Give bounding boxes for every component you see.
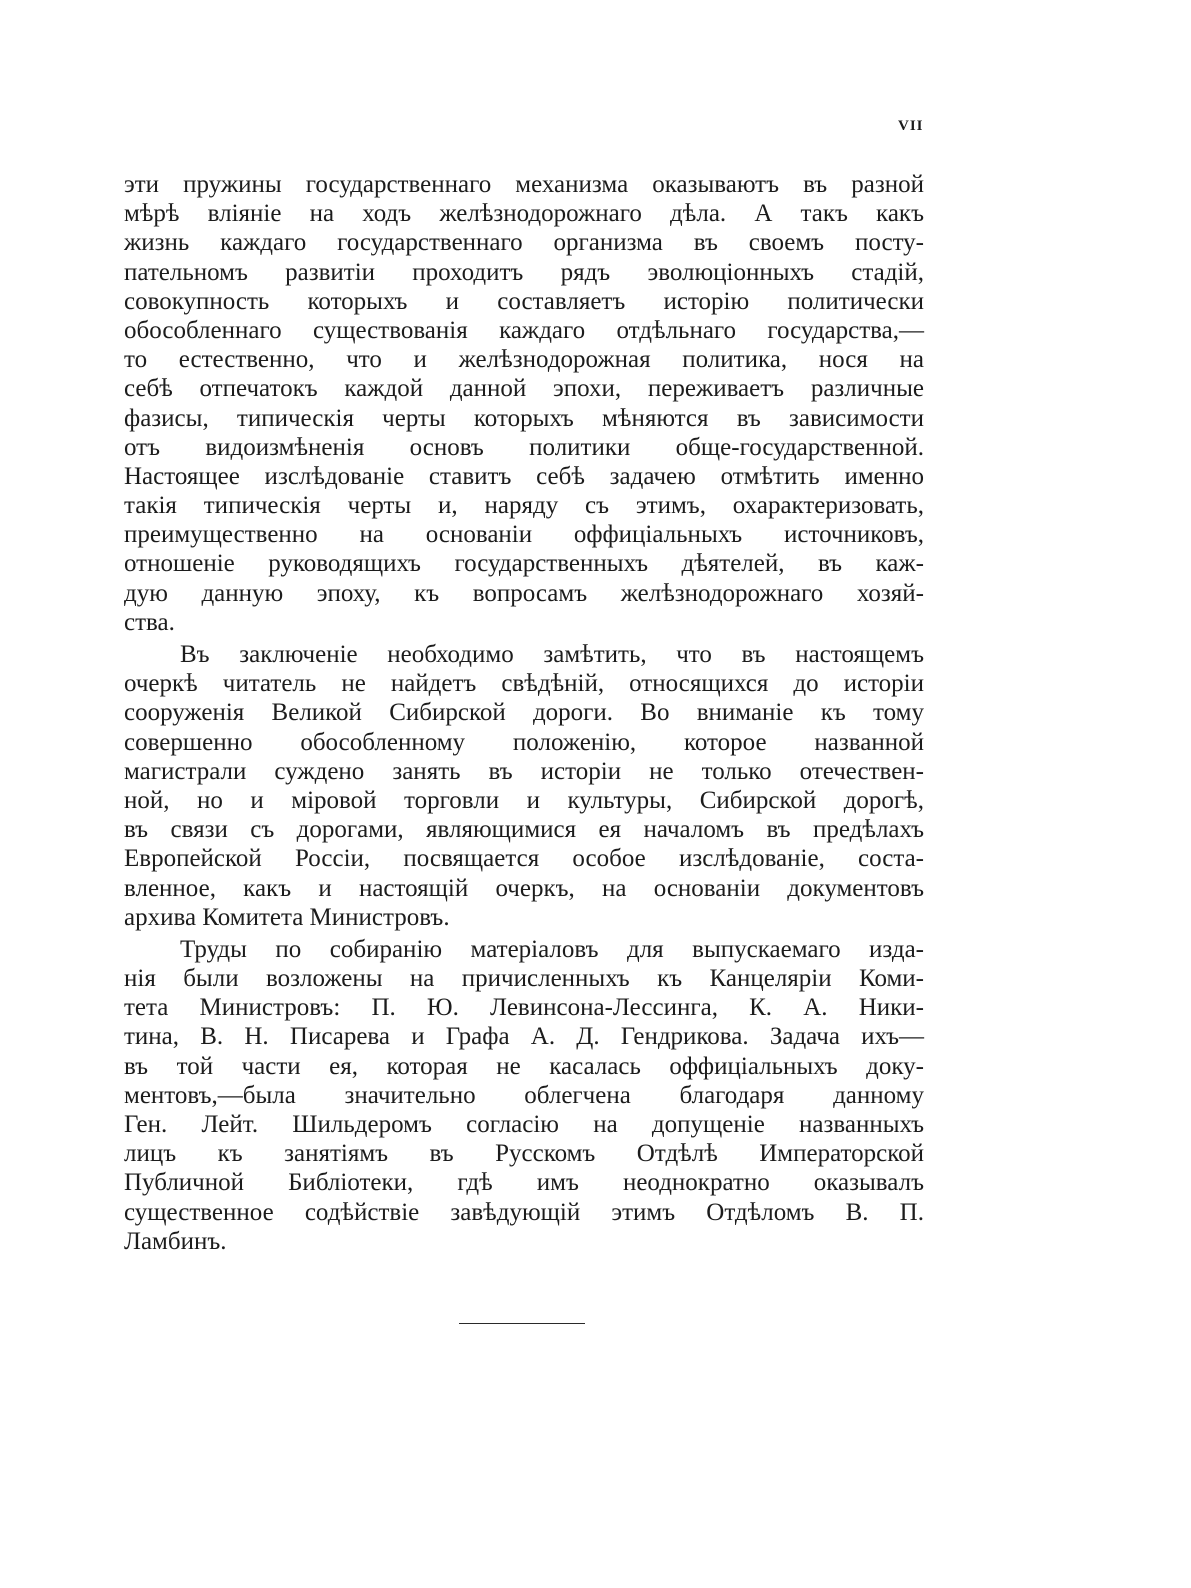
text-line: отъ видоизмѣненія основъ политики обще-государственной. (124, 433, 924, 461)
text-line: Въ заключеніе необходимо замѣтить, что въ настоящемъ (180, 641, 924, 668)
text-line: очеркѣ читатель не найдетъ свѣдѣній, относящихся до исторіи (124, 670, 924, 698)
page-number: VII (898, 118, 924, 134)
text-line: нія были возложены на причисленныхъ къ Канцеляріи Коми- (124, 965, 924, 993)
text-line: себѣ отпечатокъ каждой данной эпохи, переживаетъ различные (124, 375, 924, 403)
text-line: существенное содѣйствіе завѣдующій этимъ Отдѣломъ В. П. (124, 1198, 924, 1226)
text-line: вленное, какъ и настоящій очеркъ, на основаніи документовъ (124, 874, 924, 902)
text-line: ной, но и міровой торговли и культуры, Сибирской дорогѣ, (124, 786, 924, 814)
text-line: Публичной Библіотеки, гдѣ имъ неоднократно оказывалъ (124, 1169, 924, 1197)
text-line: Ген. Лейт. Шильдеромъ согласію на допущеніе названныхъ (124, 1111, 924, 1138)
text-line: преимущественно на основаніи оффиціальныхъ источниковъ, (124, 521, 924, 549)
text-line: въ связи съ дорогами, являющимися ея началомъ въ предѣлахъ (124, 816, 924, 844)
text-line: Ламбинъ. (124, 1227, 227, 1255)
text-line: жизнь каждаго государственнаго организма въ своемъ посту- (124, 229, 924, 257)
paragraph-3 (124, 935, 924, 1256)
text-line: Труды по собиранію матеріаловъ для выпускаемаго изда- (180, 935, 924, 963)
text-line: Настоящее изслѣдованіе ставитъ себѣ задачею отмѣтить именно (124, 462, 924, 490)
text-line: въ той части ея, которая не касалась оффиціальныхъ доку- (124, 1052, 924, 1080)
text-line: мѣрѣ вліяніе на ходъ желѣзнодорожнаго дѣла. А такъ какъ (124, 200, 924, 228)
body-text (124, 170, 924, 1256)
text-line: лицъ къ занятіямъ въ Русскомъ Отдѣлѣ Императорской (124, 1140, 924, 1168)
text-line: ментовъ,—была значительно облегчена благодаря данному (124, 1081, 924, 1109)
paragraph-2 (124, 640, 924, 932)
text-line: Европейской Россіи, посвящается особое изслѣдованіе, соста- (124, 845, 924, 873)
text-line: архива Комитета Министровъ. (124, 903, 450, 931)
text-line: сооруженія Великой Сибирской дороги. Во вниманіе къ тому (124, 699, 924, 727)
text-line: фазисы, типическія черты которыхъ мѣняются въ зависимости (124, 404, 924, 432)
text-line: дую данную эпоху, къ вопросамъ желѣзнодорожнаго хозяй- (124, 579, 924, 607)
text-line: то естественно, что и желѣзнодорожная политика, нося на (124, 346, 924, 374)
text-line: обособленнаго существованія каждаго отдѣльнаго государства,— (124, 316, 924, 344)
text-line: такія типическія черты и, наряду съ этимъ, охарактеризовать, (124, 492, 924, 520)
text-line: тета Министровъ: П. Ю. Левинсона-Лессинга, К. А. Ники- (124, 994, 924, 1022)
end-divider (459, 1323, 585, 1324)
text-line: магистрали суждено занять въ исторіи не только отечествен- (124, 757, 924, 785)
text-line: ства. (124, 608, 175, 636)
paragraph-1 (124, 170, 924, 637)
text-line: пательномъ развитіи проходитъ рядъ эволюціонныхъ стадій, (124, 258, 924, 286)
text-line: совокупность которыхъ и составляетъ исторію политически (124, 287, 924, 315)
text-line: эти пружины государственнаго механизма оказываютъ въ разной (124, 171, 924, 198)
text-line: тина, В. Н. Писарева и Графа А. Д. Гендрикова. Задача ихъ— (124, 1023, 924, 1051)
text-line: отношеніе руководящихъ государственныхъ дѣятелей, въ каж- (124, 550, 924, 578)
text-line: совершенно обособленному положенію, которое названной (124, 728, 924, 756)
